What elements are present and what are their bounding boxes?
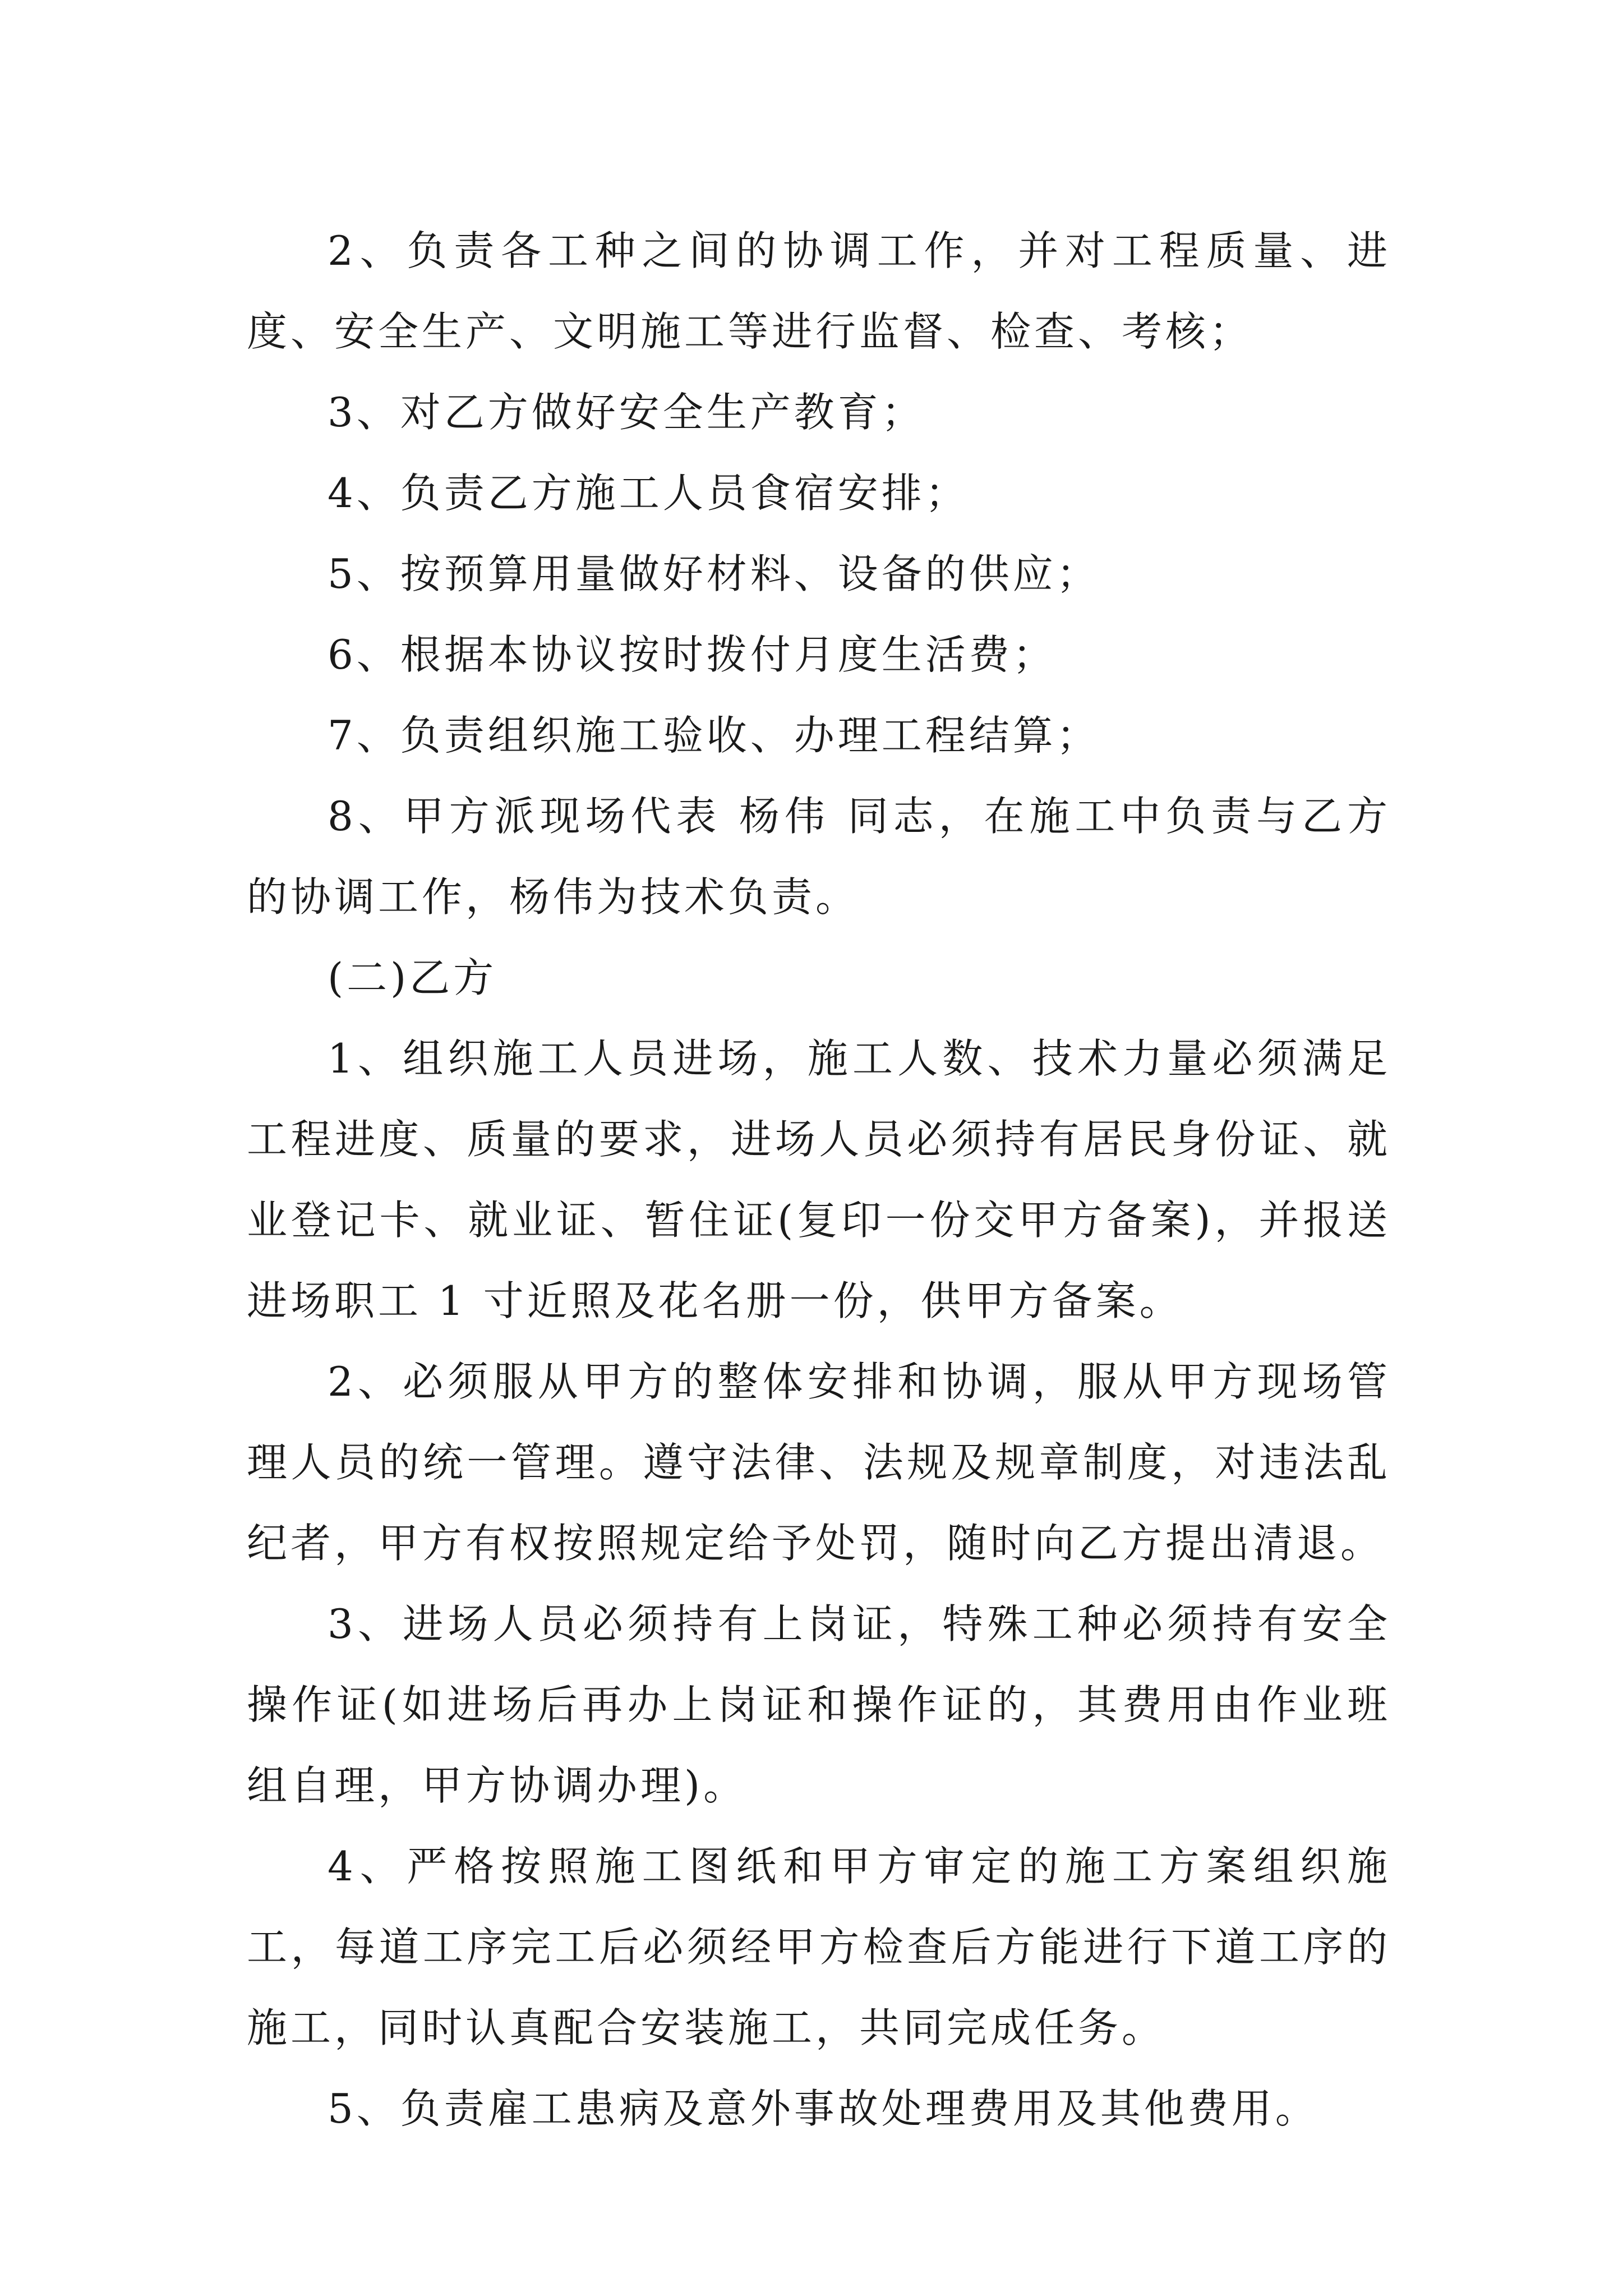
paragraph-10: 2、必须服从甲方的整体安排和协调，服从甲方现场管理人员的统一管理。遵守法律、法规及规章制度，对违法乱纪者，甲方有权按照规定给予处罚，随时向乙方提出清退。	[247, 1358, 1391, 1567]
paragraph-3: 4、负责乙方施工人员食宿安排；	[328, 470, 969, 517]
document-body	[247, 210, 1391, 2149]
paragraph-9: 1、组织施工人员进场，施工人数、技术力量必须满足工程进度、质量的要求，进场人员必须持有居民身份证、就业登记卡、就业证、暂住证(复印一份交甲方备案)，并报送进场职工 1 寸近照及花名册一份，供甲方备案。	[247, 1035, 1391, 1324]
paragraph-7: 8、甲方派现场代表 杨伟 同志，在施工中负责与乙方的协调工作，杨伟为技术负责。	[247, 793, 1391, 921]
paragraph-5: 6、根据本协议按时拨付月度生活费；	[328, 631, 1057, 678]
paragraph-4: 5、按预算用量做好材料、设备的供应；	[328, 550, 1100, 597]
paragraph-6: 7、负责组织施工验收、办理工程结算；	[328, 712, 1100, 759]
section-heading-party-b: (二)乙方	[328, 954, 497, 1001]
paragraph-13: 5、负责雇工患病及意外事故处理费用及其他费用。	[328, 2085, 1319, 2132]
paragraph-2: 3、对乙方做好安全生产教育；	[328, 389, 925, 436]
paragraph-12: 4、严格按照施工图纸和甲方审定的施工方案组织施工，每道工序完工后必须经甲方检查后方能进行下道工序的施工，同时认真配合安装施工，共同完成任务。	[247, 1843, 1391, 2051]
paragraph-1: 2、负责各工种之间的协调工作，并对工程质量、进度、安全生产、文明施工等进行监督、检查、考核；	[247, 227, 1391, 355]
paragraph-11: 3、进场人员必须持有上岗证，特殊工种必须持有安全操作证(如进场后再办上岗证和操作证的，其费用由作业班组自理，甲方协调办理)。	[247, 1600, 1391, 1809]
